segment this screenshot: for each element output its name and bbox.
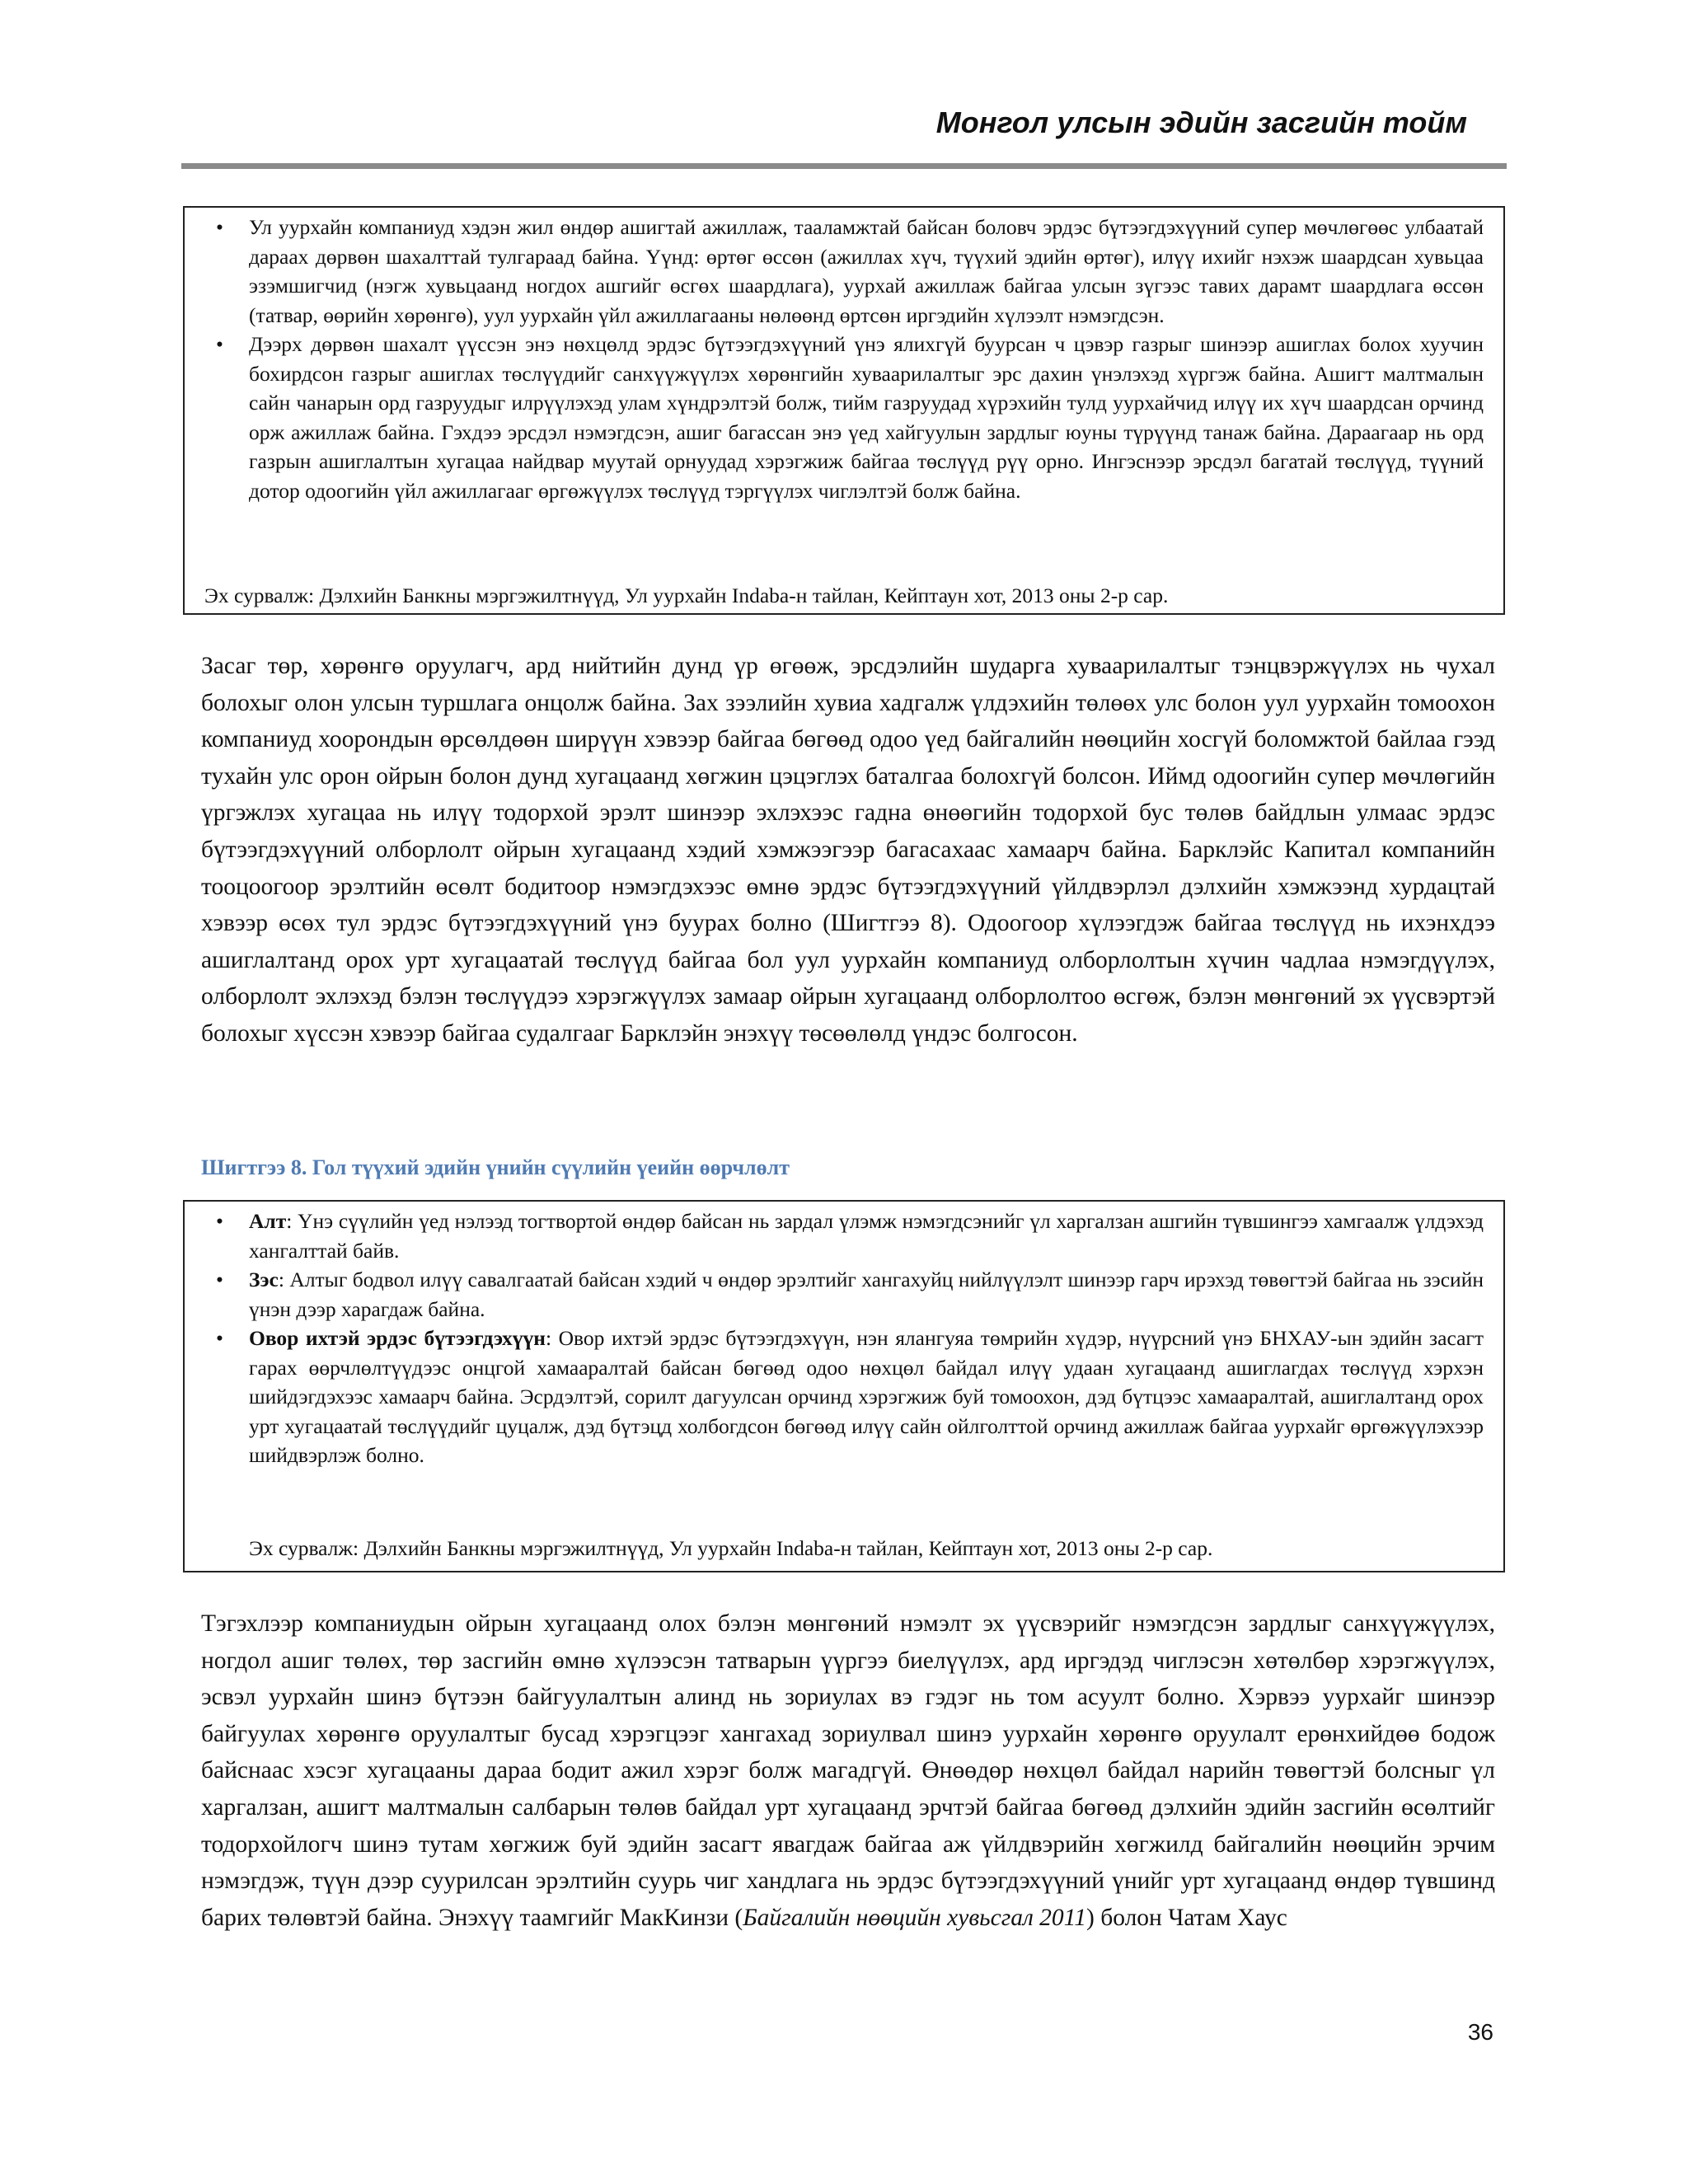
list-item-text: Дээрх дөрвөн шахалт үүссэн энэ нөхцөлд эрдэс бүтээгдэхүүний үнэ ялихгүй буурсан ч цэвэр газрыг шинээр ашиглах болох хуучин бохирдсон газрыг ашиглах төслүүдийг санхүүжүүлэх хөрөнгийн хуваарилалтыг эрс дахин үнэлэхэд хүргэж байна. Ашигт малтмалын сайн чанарын орд газруудыг илрүүлэхэд улам хүндрэлтэй болж, тийм газруудад хүрэхийн тулд уурхайчид илүү их хүч шаардсан орчинд орж ажиллаж байна. Гэхдээ эрсдэл нэмэгдсэн, ашиг багассан энэ үед хайгуулын зардлыг юуны түрүүнд танаж байна. Дараагаар нь орд газрын ашиглалтын хугацаа найдвар муутай орнуудад хэрэгжиж байгаа төслүүд рүү орно. Ингэснээр эрсдэл багатай төслүүд, түүний дотор одоогийн үйл ажиллагааг өргөжүүлэх төслүүд тэргүүлэх чиглэлтэй болж байна. xyxy=(249,332,1484,503)
bullet-list xyxy=(204,1207,1484,1470)
paragraph-text: Тэгэхлээр компаниудын ойрын хугацаанд олох бэлэн мөнгөний нэмэлт эх үүсвэрийг нэмэгдсэн зардлыг санхүүжүүлэх, ногдол ашиг төлөх, төр засгийн өмнө хүлээсэн татварын үүргээ биелүүлэх, ард иргэдэд чиглэсэн хөтөлбөр хэрэгжүүлэх, эсвэл уурхайн шинэ бүтээн байгуулалтын алинд нь зориулах вэ гэдэг нь том асуулт болно. Хэрвээ уурхайг шинээр байгуулах хөрөнгө оруулалтыг бусад хэрэгцээг хангахад зориулвал шинэ уурхайн хөрөнгө оруулалт ерөнхийдөө бодож байснаас хэсэг хугацааны дараа бодит ажил хэрэг болж магадгүй. Өнөөдөр нөхцөл байдал нарийн төвөгтэй болсныг үл харгалзан, ашигт малтмалын салбарын төлөв байдал урт хугацаанд эрчтэй байгаа бөгөөд дэлхийн эдийн засгийн өсөлтийг тодорхойлогч шинэ тутам хөгжиж буй эдийн засагт явагдаж байгаа аж үйлдвэрийн хөгжилд байгалийн нөөцийн эрчим нэмэгдэж, түүн дээр суурилсан эрэлтийн суурь чиг хандлага нь эрдэс бүтээгдэхүүний үнийг урт хугацаанд өндөр түвшинд барих төлөвтэй байна. Энэхүү таамгийг МакКинзи ( xyxy=(201,1610,1495,1931)
bullet-icon: • xyxy=(216,215,223,239)
list-item-term: Алт xyxy=(249,1209,287,1233)
cited-report-title: Байгалийн нөөцийн хувьсгал 2011 xyxy=(743,1904,1086,1931)
body-paragraph xyxy=(201,1605,1495,1936)
info-box-commodity-prices xyxy=(183,1200,1505,1572)
list-item xyxy=(204,330,1484,505)
list-item-term: Овор ихтэй эрдэс бүтээгдэхүүн xyxy=(249,1326,546,1350)
header-divider xyxy=(181,163,1507,169)
list-item-text: : Алтыг бодвол илүү савалгаатай байсан хэдий ч өндөр эрэлтийг хангахуйц нийлүүлэлт шинээр гарч ирэхэд төвөгтэй байгаа нь зэсийн үнэн дээр харагдаж байна. xyxy=(249,1268,1484,1321)
box-caption: Шигтгээ 8. Гол түүхий эдийн үнийн сүүлийн үеийн өөрчлөлт xyxy=(201,1155,790,1179)
page-number: 36 xyxy=(1467,2019,1493,2045)
list-item-term: Зэс xyxy=(249,1268,279,1291)
body-paragraph: Засаг төр, хөрөнгө оруулагч, ард нийтийн дунд үр өгөөж, эрсдэлийн шударга хуваарилалтыг тэнцвэржүүлэх нь чухал болохыг олон улсын туршлага онцолж байна. Зах зээлийн хувиа хадгалж үлдэхийн төлөөх улс болон уул уурхайн томоохон компаниуд хоорондын өрсөлдөөн ширүүн хэвээр байгаа бөгөөд одоо үед байгалийн нөөцийн хосгүй боломжтой байлаа гээд тухайн улс орон ойрын болон дунд хугацаанд хөгжин цэцэглэх баталгаа болохгүй болсон. Иймд одоогийн супер мөчлөгийн үргэжлэх хугацаа нь илүү тодорхой эрэлт шинээр эхлэхээс гадна өнөөгийн тодорхой бус төлөв байдлын улмаас эрдэс бүтээгдэхүүний олборлолт ойрын хугацаанд хэдий хэмжээгээр багасахаас хамаарч байна. Барклэйс Капитал компанийн тооцоогоор эрэлтийн өсөлт бодитоор нэмэгдэхээс өмнө эрдэс бүтээгдэхүүний үйлдвэрлэл дэлхийн хэмжээнд хурдацтай хэвээр өсөх тул эрдэс бүтээгдэхүүний үнэ буурах болно (Шигтгээ 8). Одоогоор хүлээгдэж байгаа төслүүд нь ихэнхдээ ашиглалтанд орох урт хугацаатай төслүүд байгаа бол уул уурхайн компаниуд олборлолтын хүчин чадлаа нэмэгдүүлэх, олборлолт эхлэхэд бэлэн төслүүдээ хэрэгжүүлэх замаар ойрын хугацаанд олборлолтоо өсгөж, бэлэн мөнгөний эх үүсвэртэй болохыг хүссэн хэвээр байгаа судалгааг Барклэйн энэхүү төсөөлөлд үндэс болгосон. xyxy=(201,653,1495,1047)
box-source-note: Эх сурвалж: Дэлхийн Банкны мэргэжилтнүүд, Ул уурхайн Indaba-н тайлан, Кейптаун хот, 2013 оны 2-р сар. xyxy=(204,583,1169,607)
list-item-text: : Овор ихтэй эрдэс бүтээгдэхүүн, нэн ялангуяа төмрийн хүдэр, нүүрсний үнэ БНХАУ-ын эдийн засагт гарах өөрчлөлтүүдээс онцгой хамааралтай байсан бөгөөд одоо нөхцөл байдал илүү удаан хугацаанд ашиглагдах төслүүд хэрхэн шийдэгдэхээс хамаарч байна. Эсрдэлтэй, сорилт дагуулсан орчинд хэрэгжиж буй томоохон, дэд бүтцээс хамааралтай, ашиглалтанд орох урт хугацаатай төслүүдийг цуцалж, дэд бүтэцд холбогдсон бөгөөд илүү сайн ойлголттой орчинд ажиллаж байгаа уурхайг өргөжүүлэхээр шийдвэрлэж болно. xyxy=(249,1326,1484,1467)
paragraph-text: ) болон Чатам Хаус xyxy=(1086,1904,1287,1931)
page-header-title: Монгол улсын эдийн засгийн тойм xyxy=(935,105,1467,139)
list-item-copper xyxy=(204,1265,1484,1324)
bullet-icon: • xyxy=(216,332,223,356)
bullet-list xyxy=(204,213,1484,505)
box-source-note: Эх сурвалж: Дэлхийн Банкны мэргэжилтнүүд, Ул уурхайн Indaba-н тайлан, Кейптаун хот, 2013 оны 2-р сар. xyxy=(249,1535,1213,1560)
list-item xyxy=(204,213,1484,330)
info-box-mining-pressures xyxy=(183,206,1505,615)
bullet-icon: • xyxy=(216,1268,223,1291)
list-item-text: Ул уурхайн компаниуд хэдэн жил өндөр ашигтай ажиллаж, тааламжтай байсан боловч эрдэс бүтээгдэхүүний супер мөчлөгөөс улбаатай дараах дөрвөн шахалттай тулгараад байна. Үүнд: өртөг өссөн (ажиллах хүч, түүхий эдийн өртөг), илүү ихийг нэхэж шаардсан хувьцаа эзэмшигчид (нэгж хувьцаанд ногдох ашгийг өсгөх шаардлага), уурхай ажиллаж байгаа улсын зүгээс тавих дарамт шаардлага өссөн (татвар, өөрийн хөрөнгө), уул уурхайн үйл ажиллагааны нөлөөнд өртсөн иргэдийн хүлээлт нэмэгдсэн. xyxy=(249,215,1484,327)
bullet-icon: • xyxy=(216,1326,223,1350)
list-item-bulk-commodities xyxy=(204,1324,1484,1470)
list-item-text: : Үнэ сүүлийн үед нэлээд тогтвортой өндөр байсан нь зардал үлэмж нэмэгдсэнийг үл харгалзан ашгийн түвшингээ хамгаалж үлдэхэд хангалттай байв. xyxy=(249,1209,1484,1263)
bullet-icon: • xyxy=(216,1209,223,1233)
list-item-gold xyxy=(204,1207,1484,1265)
